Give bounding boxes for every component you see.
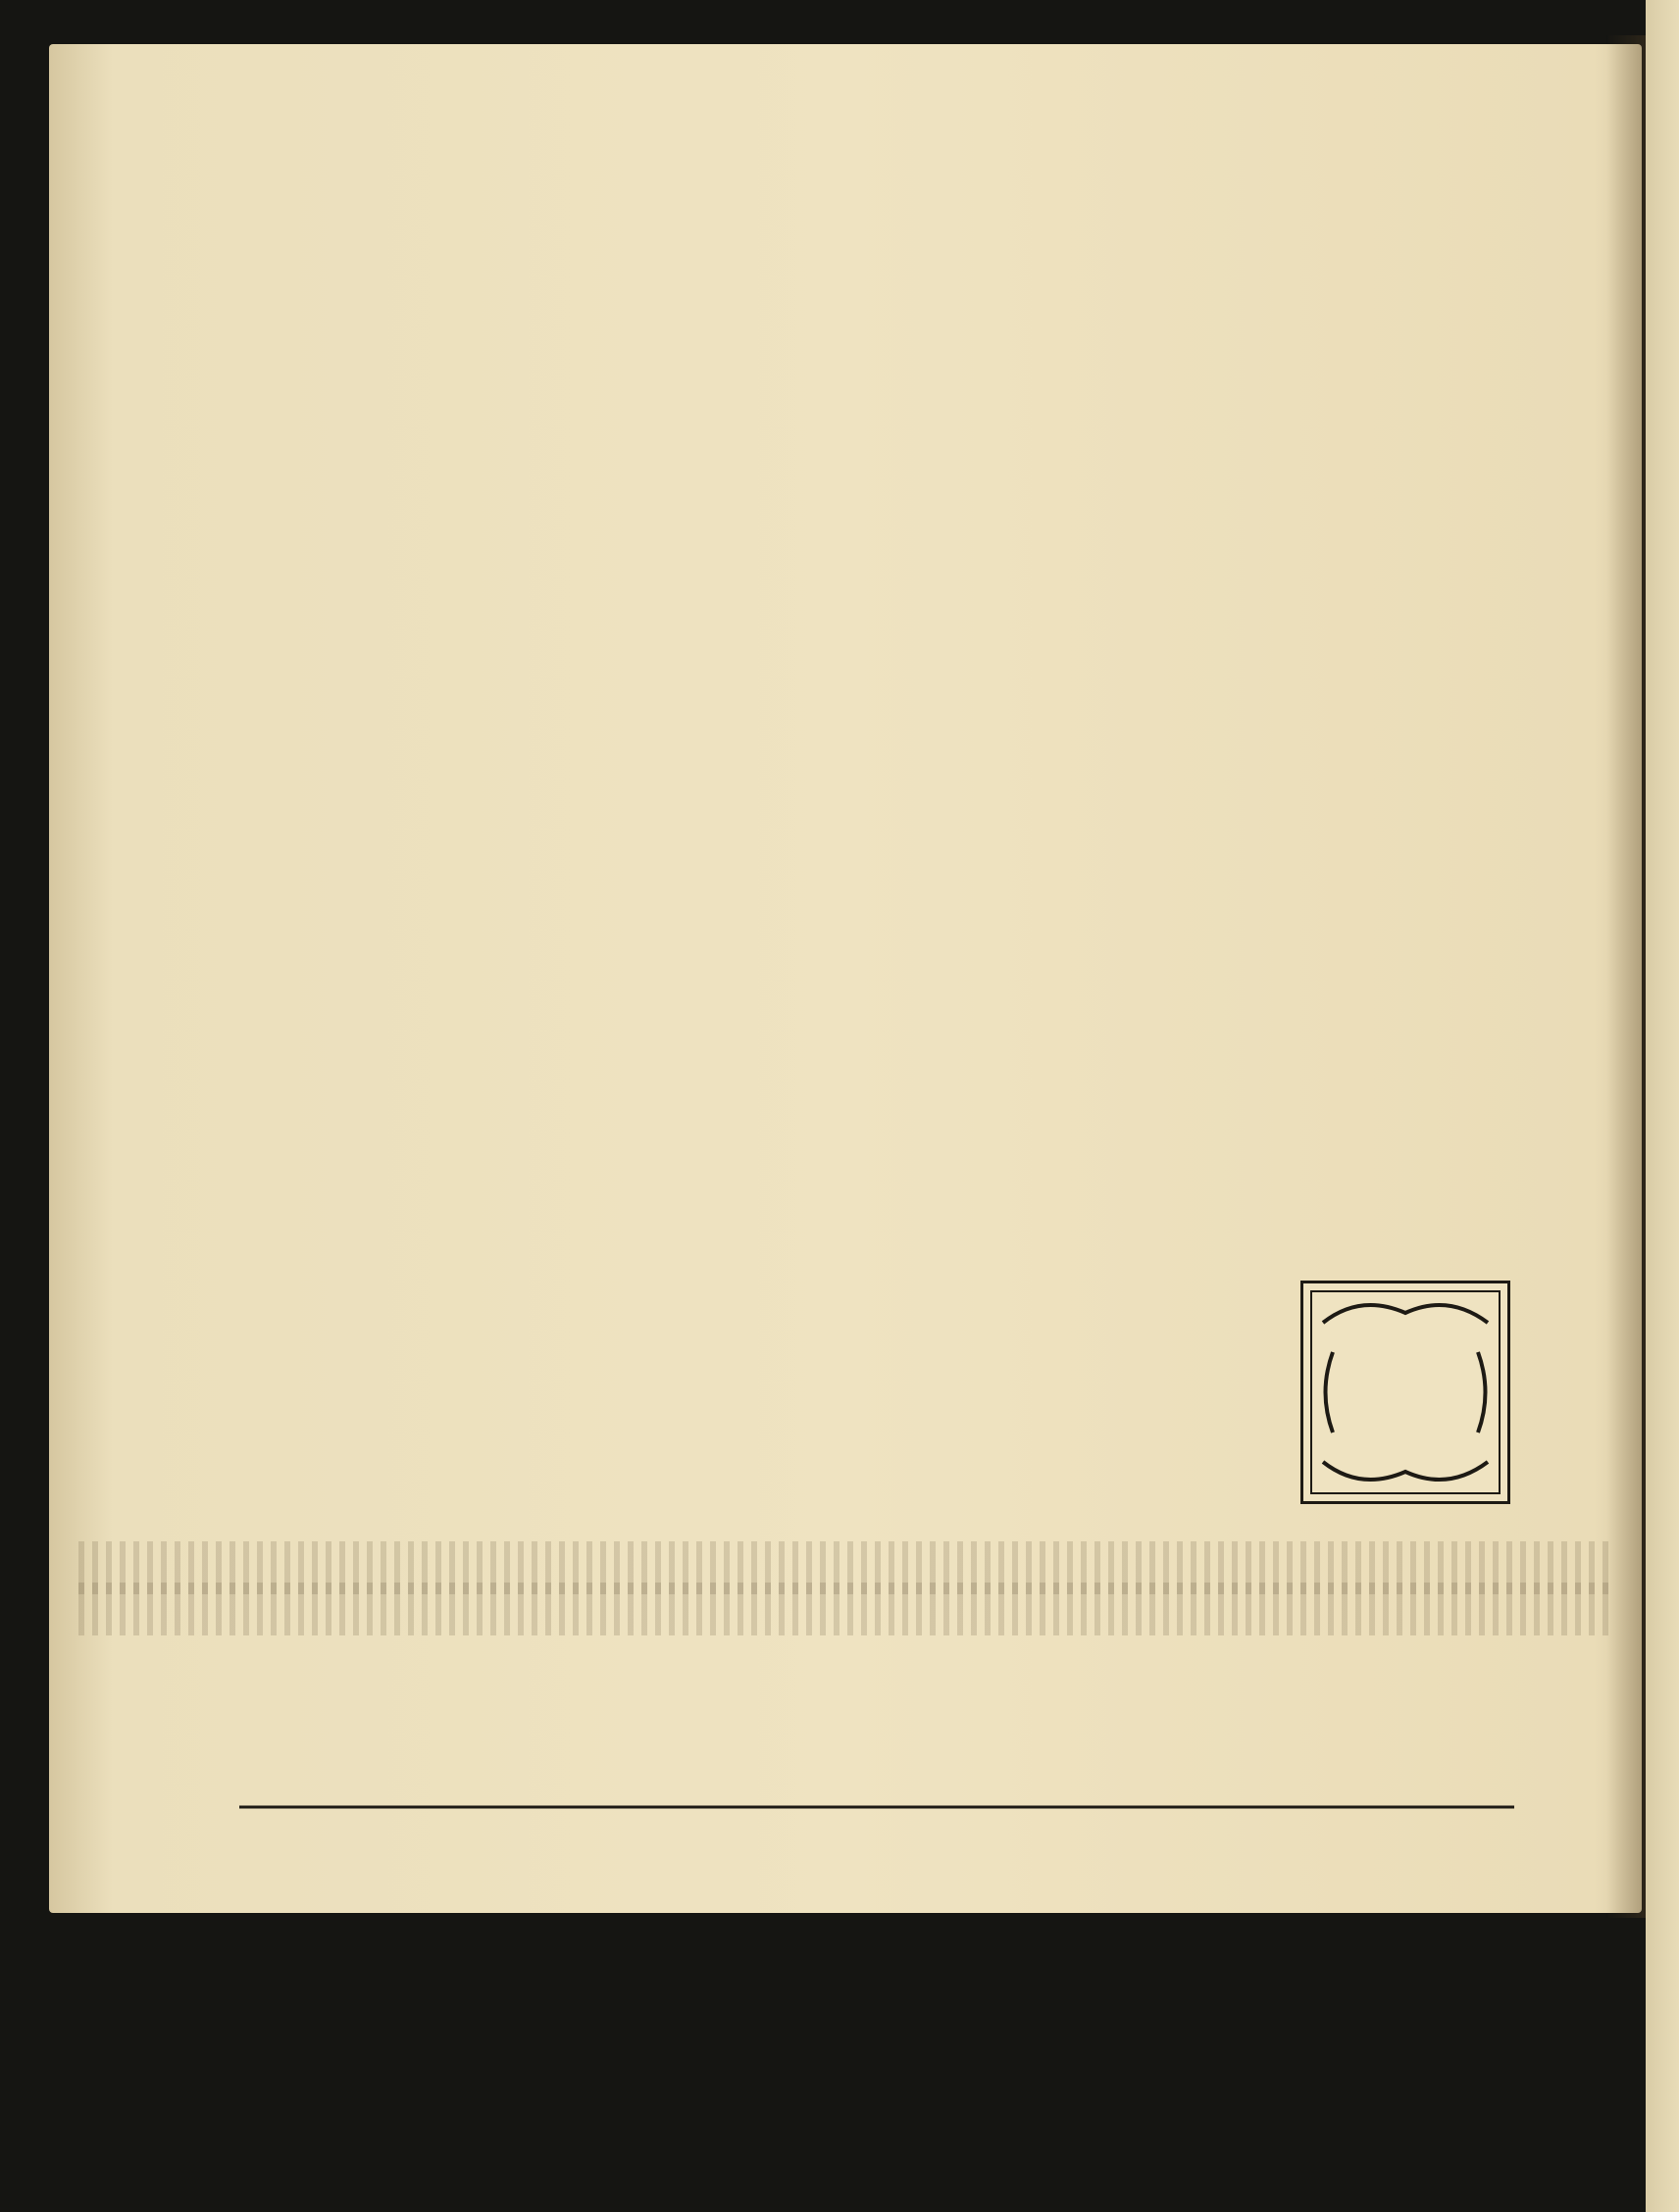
page-footer (210, 216, 1514, 275)
floral-headpiece-ornament (239, 1730, 1514, 1885)
bleed-through-line (78, 1541, 1608, 1594)
next-leaf-edge (1646, 0, 1679, 2212)
decorated-initial (1300, 1281, 1510, 1504)
gutter-shadow (1606, 35, 1646, 1918)
initial-letter (1303, 1283, 1507, 1501)
